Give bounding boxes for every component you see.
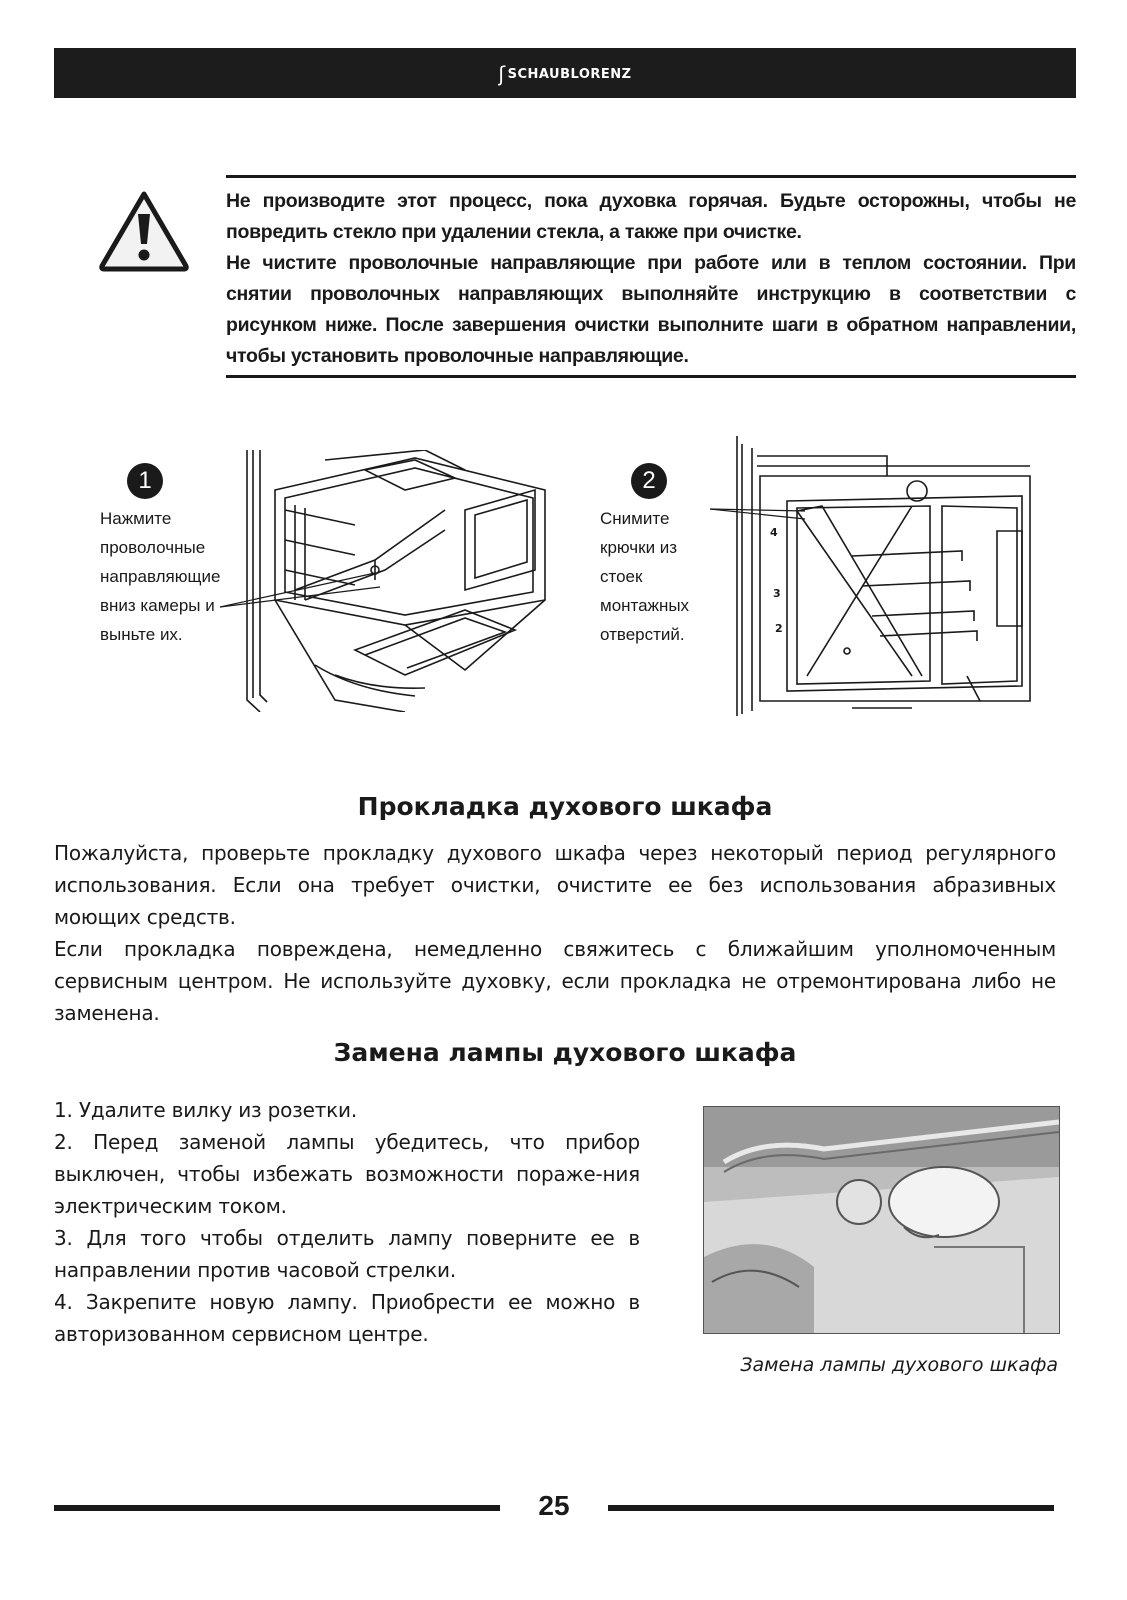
gasket-body — [54, 837, 1056, 1029]
lamp-step-2: 2. Перед заменой лампы убедитесь, что прибор выключен, чтобы избежать возможности пораже-ния электрическим током. — [54, 1130, 640, 1218]
step-1-badge: 1 — [127, 463, 163, 499]
lamp-photo-caption: Замена лампы духового шкафа — [740, 1354, 1058, 1376]
step-1-pointer-line — [220, 565, 400, 615]
header-bar — [54, 48, 1076, 98]
lamp-heading: Замена лампы духового шкафа — [333, 1038, 797, 1067]
oven-interior-drawing-2 — [712, 436, 1042, 716]
lamp-step-3: 3. Для того чтобы отделить лампу поверните ее в направлении против часовой стрелки. — [54, 1226, 640, 1282]
warning-paragraph-1: Не производите этот процесс, пока духовка горячая. Будьте осторожны, чтобы не повредить стекло при удалении стекла, а также при очистке. — [226, 190, 1076, 243]
lamp-replacement-photo — [703, 1106, 1060, 1334]
warning-text — [226, 186, 1076, 372]
gasket-heading: Прокладка духового шкафа — [357, 792, 773, 821]
brand-mark: ʃ — [498, 62, 506, 86]
step-2-badge: 2 — [631, 463, 667, 499]
warning-rule-top — [226, 175, 1076, 178]
lamp-step-1: 1. Удалите вилку из розетки. — [54, 1098, 357, 1122]
lamp-steps — [54, 1094, 640, 1350]
gasket-paragraph-1: Пожалуйста, проверьте прокладку духового шкафа через некоторый период регулярного использования. Если она требует очистки, очистите ее без использования абразивных моющих средств. — [54, 841, 1056, 929]
footer-rule-left — [54, 1505, 500, 1511]
shelf-number-4: 4 — [770, 526, 778, 539]
shelf-number-3: 3 — [773, 587, 781, 600]
warning-paragraph-2: Не чистите проволочные направляющие при работе или в теплом состоянии. При снятии проволочных направляющих выполняйте инструкцию в соответствии с рисунком ниже. После завершения очистки выполните шаги в обратном направлении, чтобы установить проволочные направляющие. — [226, 252, 1076, 367]
warning-triangle-icon — [98, 190, 190, 272]
lamp-step-4: 4. Закрепите новую лампу. Приобрести ее можно в авторизованном сервисном центре. — [54, 1290, 640, 1346]
shelf-number-2: 2 — [775, 622, 783, 635]
brand-name: SCHAUBLORENZ — [507, 67, 632, 82]
gasket-paragraph-2: Если прокладка повреждена, немедленно свяжитесь с ближайшим уполномоченным сервисным центром. Не используйте духовку, если прокладка не отремонтирована либо не заменена. — [54, 937, 1056, 1025]
step-2-pointer-line — [710, 505, 810, 525]
page-number: 25 — [538, 1490, 570, 1521]
brand-logo — [54, 62, 1076, 86]
lamp-photo-illustration — [704, 1107, 1059, 1333]
step-2-caption: Снимите крючки из стоек монтажных отверстий. — [600, 509, 690, 644]
step-1-caption: Нажмите проволочные направляющие вниз камеры и выньте их. — [100, 509, 221, 644]
warning-rule-bottom — [226, 375, 1076, 378]
footer-rule-right — [608, 1505, 1054, 1511]
